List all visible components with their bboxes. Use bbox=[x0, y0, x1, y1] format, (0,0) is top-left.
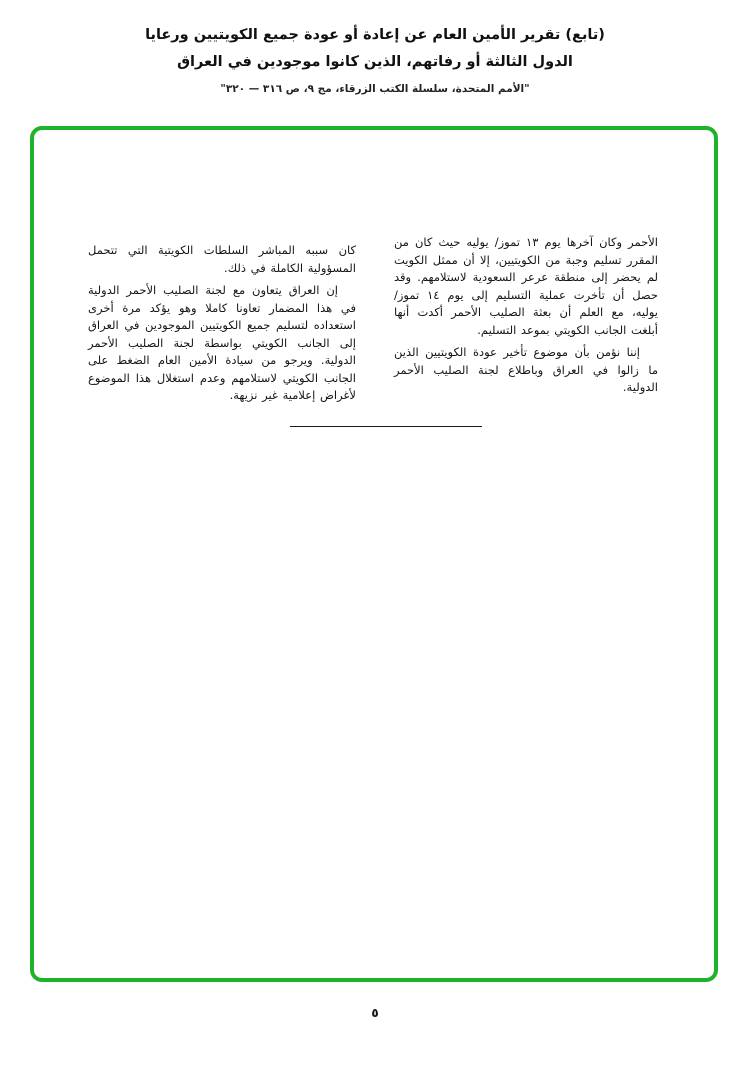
header-title-line1: (تابع) تقرير الأمين العام عن إعادة أو عودة جميع الكويتيين ورعايا bbox=[145, 27, 605, 43]
document-header bbox=[0, 22, 750, 95]
header-title-line2: الدول الثالثة أو رفاتهم، الذين كانوا موجودين في العراق bbox=[177, 54, 573, 70]
content-frame bbox=[30, 126, 718, 982]
text-columns bbox=[34, 130, 714, 410]
paragraph: إننا نؤمن بأن موضوع تأخير عودة الكويتيين الذين ما زالوا في العراق وباطلاع لجنة الصليب الأحمر الدولية. bbox=[394, 345, 658, 394]
paragraph: الأحمر وكان آخرها يوم ١٣ تموز/ يوليه حيث كان من المقرر تسليم وجبة من الكويتيين، إلا أن ممثل الكويت لم يحضر إلى منطقة عرعر السعودية لاستلامهم. وقد حصل أن تأخرت عملية التسليم إلى يوم ١٤ تموز/ يوليه، مع العلم أن بعثة الصليب الأحمر أكدت أنها أبلغت الجانب الكويتي بموعد التسليم. bbox=[394, 235, 659, 337]
paragraph: إن العراق يتعاون مع لجنة الصليب الأحمر الدولية في هذا المضمار تعاونا كاملا وهو يؤكد مرة أخرى استعداده لتسليم جميع الكويتيين الموجودين في العراق إلى الجانب الكويتي بواسطة لجنة الصليب الأحمر الدولية. ويرجو من سيادة الأمين العام الضغط على الجانب الكويتي لاستلامهم وعدم استغلال هذا الموضوع لأغراض إعلامية غير نزيهة. bbox=[88, 283, 356, 402]
header-source-citation: "الأمم المتحدة، سلسلة الكتب الزرقاء، مج ٩، ص ٣١٦ — ٣٢٠" bbox=[220, 83, 530, 95]
paragraph: كان سببه المباشر السلطات الكويتية التي تتحمل المسؤولية الكاملة في ذلك. bbox=[88, 243, 356, 275]
page-number: ٥ bbox=[371, 1006, 379, 1020]
column-left bbox=[88, 234, 356, 410]
section-divider bbox=[290, 426, 482, 427]
column-right bbox=[394, 234, 658, 410]
